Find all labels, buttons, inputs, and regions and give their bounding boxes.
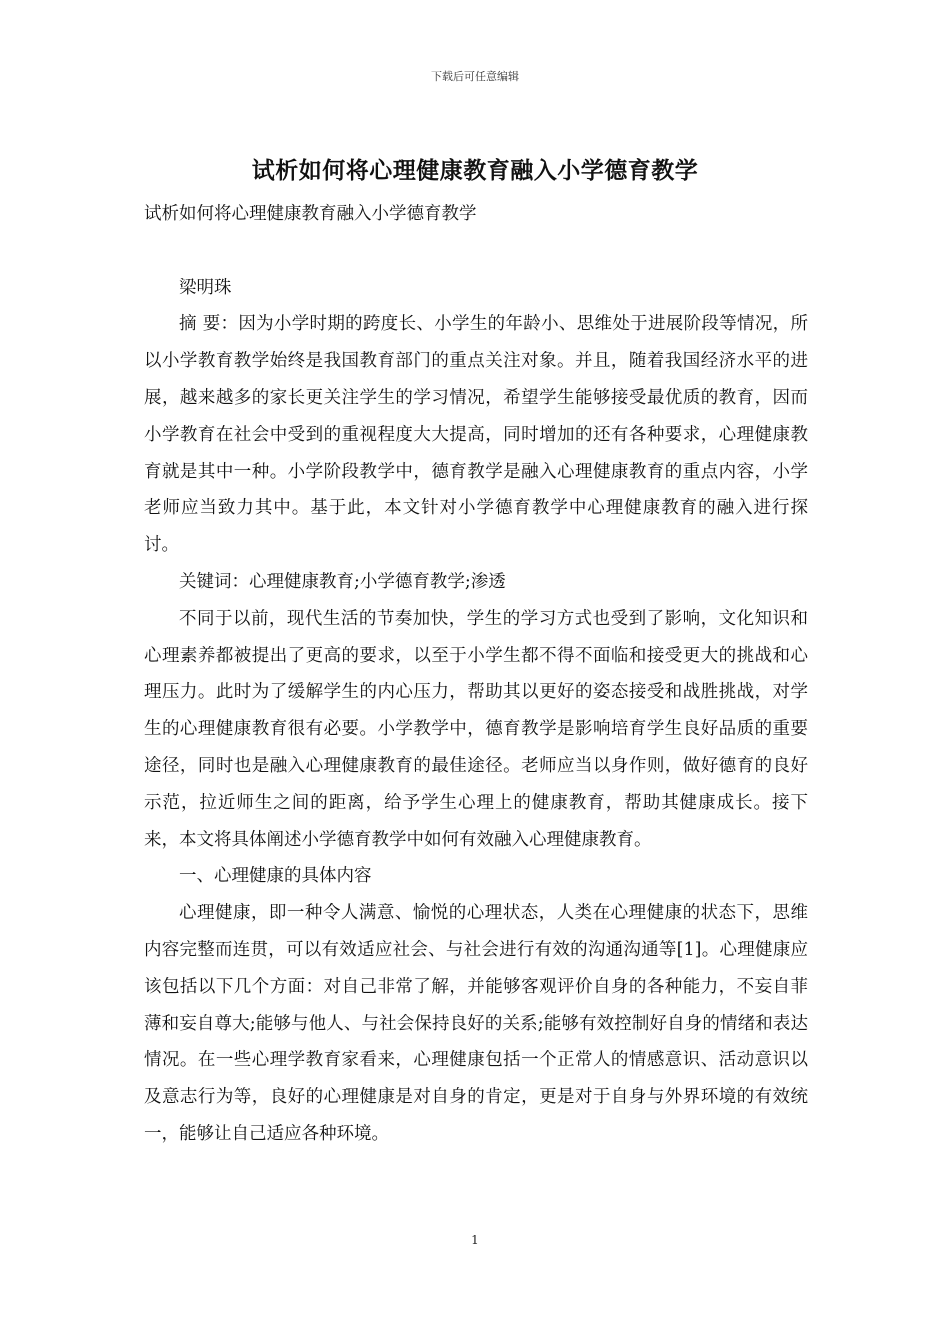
- blank-line: [144, 233, 808, 270]
- page-number: 1: [471, 1233, 479, 1247]
- intro-paragraph: 不同于以前，现代生活的节奏加快，学生的学习方式也受到了影响，文化知识和心理素养都被提出了更高的要求，以至于小学生都不得不面临和接受更大的挑战和心理压力。此时为了缓解学生的内心压力，帮助其以更好的姿态接受和战胜挑战，对学生的心理健康教育很有必要。小学教学中，德育教学是影响培育学生良好品质的重要途径，同时也是融入心理健康教育的最佳途径。老师应当以身作则，做好德育的良好示范，拉近师生之间的距离，给予学生心理上的健康教育，帮助其健康成长。接下来，本文将具体阐述小学德育教学中如何有效融入心理健康教育。: [144, 608, 808, 850]
- author-name: 梁明珠: [179, 277, 232, 298]
- document-subtitle: 试析如何将心理健康教育融入小学德育教学: [144, 204, 477, 224]
- abstract-paragraph: 摘 要：因为小学时期的跨度长、小学生的年龄小、思维处于进展阶段等情况，所以小学教育教学始终是我国教育部门的重点关注对象。并且，随着我国经济水平的进展，越来越多的家长更关注学生的学习情况，希望学生能够接受最优质的教育，因而小学教育在社会中受到的重视程度大大提高，同时增加的还有各种要求，心理健康教育就是其中一种。小学阶段教学中，德育教学是融入心理健康教育的重点内容，小学老师应当致力其中。基于此，本文针对小学德育教学中心理健康教育的融入进行探讨。: [144, 314, 808, 556]
- header-note: 下载后可任意编辑: [431, 70, 519, 83]
- document-body: [144, 196, 808, 1153]
- section-heading: 一、心理健康的具体内容: [179, 866, 372, 887]
- document-title: 试析如何将心理健康教育融入小学德育教学: [251, 157, 699, 184]
- keywords-line: 关键词：心理健康教育;小学德育教学;渗透: [179, 571, 506, 592]
- section-paragraph: 心理健康，即一种令人满意、愉悦的心理状态，人类在心理健康的状态下，思维内容完整而连贯，可以有效适应社会、与社会进行有效的沟通沟通等[1]。心理健康应该包括以下几个方面：对自己非常了解，并能够客观评价自身的各种能力，不妄自菲薄和妄自尊大;能够与他人、与社会保持良好的关系;能够有效控制好自身的情绪和表达情况。在一些心理学教育家看来，心理健康包括一个正常人的情感意识、活动意识以及意志行为等，良好的心理健康是对自身的肯定，更是对于自身与外界环境的有效统一，能够让自己适应各种环境。: [144, 903, 808, 1144]
